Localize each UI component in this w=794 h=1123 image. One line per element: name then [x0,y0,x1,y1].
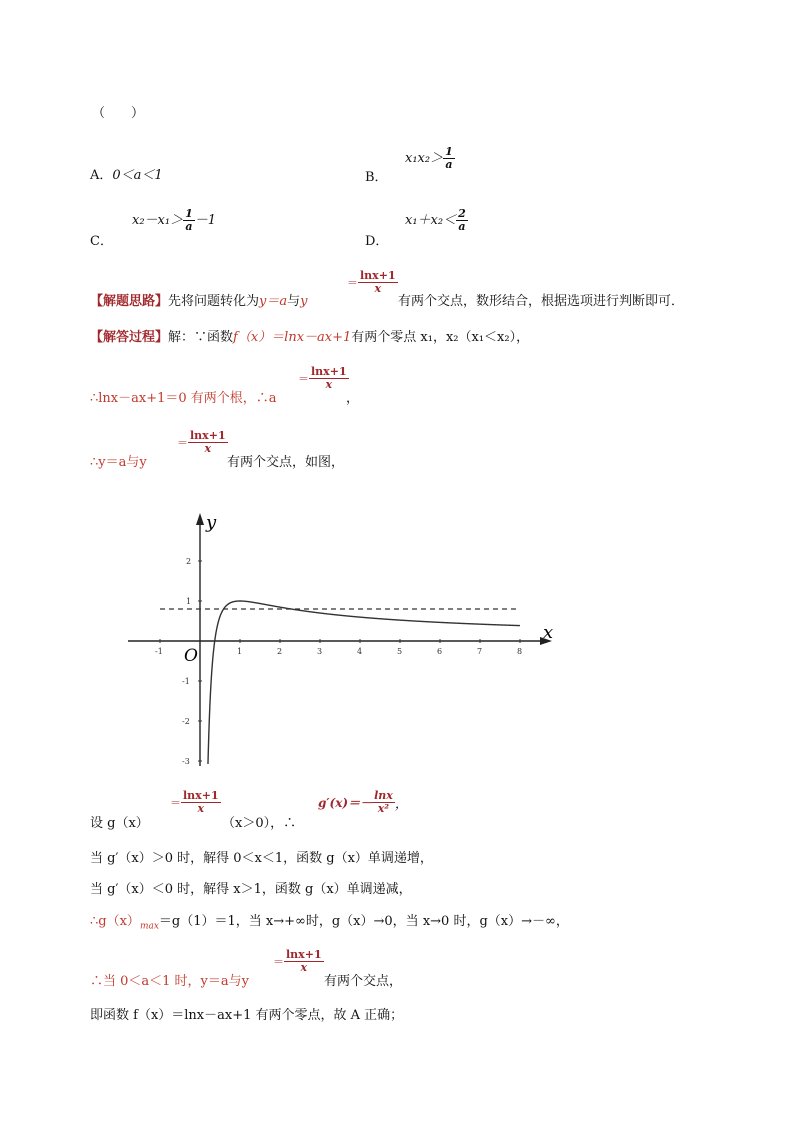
y-tick-label: -3 [182,757,190,766]
frac-num: 1 [445,145,453,158]
g-prime-expr [318,790,408,815]
y-tick-label: 1 [186,597,192,606]
option-c-label: C． [90,234,113,249]
frac-den: x [300,961,308,974]
x-tick-label: 5 [397,647,403,656]
solution-line3-b: 有两个交点，如图， [227,455,345,470]
x-axis-label: x [543,622,554,643]
x-tick-label: -1 [155,647,163,656]
x-tick-label: 6 [437,647,443,656]
solution-line2-fraction [298,366,349,391]
x-tick-label: 7 [477,647,483,656]
option-b-lhs: x₁x₂＞ [405,151,444,166]
solution-line2-a: ∴lnx－ax+1＝0 有两个根，∴a [90,391,277,406]
solution-line-2 [90,387,277,406]
curve-g [208,601,523,764]
increasing-line: 当 g′（x）＞0 时，解得 0＜x＜1，函数 g（x）单调递增， [90,851,433,866]
solution-line-3 [90,451,147,470]
frac-num: 2 [458,207,466,220]
answer-paren: （ ） [92,106,145,121]
frac-den: x [325,378,333,391]
option-d-fraction [456,208,468,233]
max-sub: max [139,921,159,932]
option-d-lhs: x₁＋x₂＜ [405,213,457,228]
analysis-with: 与 [287,294,301,309]
y-tick-label: -1 [182,677,190,686]
max-line [90,910,569,932]
frac-den: a [185,220,193,233]
g-def-fraction [170,790,221,815]
option-c-tail: －1 [194,213,217,228]
x-tick-label: 2 [277,647,283,656]
option-c-fraction [183,208,195,233]
analysis-tag: 【解题思路】 [90,294,169,309]
option-b-fraction [443,146,455,171]
solution-line1-b: 有两个零点 x₁，x₂（x₁＜x₂）， [351,330,530,345]
option-b-label: B． [365,170,388,185]
max-b: ＝g（1）＝1，当 x→+∞时，g（x）→0，当 x→0 时，g（x）→－∞， [158,914,569,929]
option-c-expr [132,208,216,233]
analysis-text2: 有两个交点，数形结合，根据选项进行判断即可． [398,294,685,309]
g-def-b: （x＞0），∴ [222,816,297,831]
eq-sign: ＝ [298,372,309,386]
y-axis-arrow [196,513,204,525]
solution-line3-fraction [177,430,228,455]
option-d-expr [405,208,468,233]
frac-den: x² [377,802,390,815]
eq-sign: ＝ [170,796,181,810]
option-b-expr [405,146,455,171]
solution-tag: 【解答过程】 [90,330,169,345]
conclusion-line [90,970,249,989]
option-a [90,164,163,183]
solution-line2-b: ， [346,391,360,406]
analysis-y-eq-a: y＝a [259,294,288,309]
analysis-y: y [300,294,308,309]
x-tick-label: 1 [237,647,243,656]
option-a-label: A． [90,168,113,183]
g-prime-tail: ， [394,797,408,812]
analysis-text1: 先将问题转化为 [168,294,260,309]
final-line: 即函数 f（x）＝lnx－ax+1 有两个零点，故 A 正确； [90,1008,404,1023]
solution-line3-a: ∴y＝a与y [90,455,147,470]
concl-a: ∴当 0＜a＜1 时，y＝a与y [90,974,249,989]
frac-den: x [204,442,212,455]
y-tick-label: -2 [182,717,190,726]
frac-den: a [445,158,453,171]
function-graph [120,508,560,770]
eq-sign: ＝ [273,955,284,969]
option-a-text: 0＜a＜1 [112,168,163,183]
eq-sign: ＝ [177,436,188,450]
frac-num: lnx+1 [183,789,219,802]
solution-line1-f: f（x）＝lnx－ax+1 [233,330,352,345]
frac-num: lnx [374,789,393,802]
solution-line-1 [90,326,529,345]
frac-num: lnx+1 [360,269,396,282]
g-prime-lhs: g′(x)＝－ [318,796,373,810]
x-tick-label: 4 [357,647,363,656]
frac-num: lnx+1 [311,365,347,378]
solution-line1-a: 解：∵函数 [168,330,234,345]
frac-den: x [374,282,382,295]
concl-b: 有两个交点， [324,974,403,989]
frac-den: x [197,802,205,815]
x-tick-label: 8 [517,647,523,656]
g-def-line [90,812,149,831]
option-d-label: D． [365,234,389,249]
frac-den: a [458,220,466,233]
analysis-eq: ＝ [347,276,358,290]
option-c-lhs: x₂－x₁＞ [132,213,184,228]
origin-label: O [184,646,198,666]
frac-num: 1 [185,207,193,220]
g-def-a: 设 g（x） [90,816,149,831]
decreasing-line: 当 g′（x）＜0 时，解得 x＞1，函数 g（x）单调递减， [90,882,412,897]
x-tick-label: 3 [317,647,323,656]
max-a: ∴g（x） [90,914,140,929]
analysis-line [90,290,308,309]
frac-num: lnx+1 [190,429,226,442]
frac-num: lnx+1 [286,948,322,961]
y-axis-label: y [206,512,217,533]
y-tick-label: 2 [186,557,192,566]
conclusion-fraction [273,949,324,974]
analysis-fraction [347,270,398,295]
